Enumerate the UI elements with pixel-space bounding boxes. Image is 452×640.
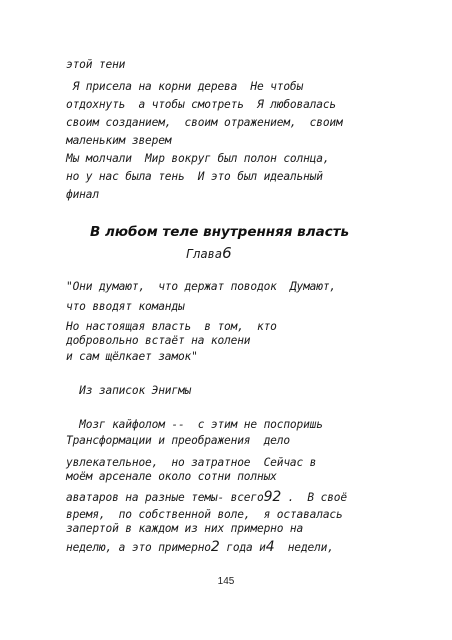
body-line bbox=[66, 490, 347, 505]
text-line: своим созданием, своим отражением, своим bbox=[66, 116, 343, 129]
chapter-label bbox=[186, 244, 232, 262]
body-text: . В своё bbox=[281, 491, 347, 504]
body-line: запертой в каждом из них примерно на bbox=[66, 522, 304, 535]
text-line: Мы молчали Мир вокруг был полон солнца, bbox=[66, 152, 330, 165]
text-line: финал bbox=[66, 188, 99, 201]
body-line: Мозг кайфолом -- с этим не поспоришь bbox=[66, 418, 323, 431]
quote-line: добровольно встаёт на колени bbox=[66, 334, 251, 347]
attribution: Из записок Энигмы bbox=[66, 384, 192, 397]
text-line: но у нас была тень И это был идеальный bbox=[66, 170, 323, 183]
body-line: время, по собственной воле, я оставалась bbox=[66, 508, 343, 521]
quote-line: "Они думают, что держат поводок Думают, bbox=[66, 280, 337, 293]
quote-line: и сам щёлкает замок" bbox=[66, 350, 198, 363]
body-line: моём арсенале около сотни полных bbox=[66, 470, 277, 483]
text-line: маленьким зверем bbox=[66, 134, 172, 147]
body-text: неделю, а это примерно bbox=[66, 541, 211, 554]
quote-line: что вводят команды bbox=[66, 300, 185, 313]
body-text: недели, bbox=[274, 541, 334, 554]
body-line: Трансформации и преображения дело bbox=[66, 434, 290, 447]
text-line: отдохнуть а чтобы смотреть Я любовалась bbox=[66, 98, 337, 111]
page-number: 145 bbox=[217, 576, 235, 587]
body-text: года и bbox=[219, 541, 266, 554]
body-line: увлекательное, но затратное Сейчас в bbox=[66, 456, 317, 469]
body-line bbox=[66, 540, 334, 555]
body-text: аватаров на разные темы- всего bbox=[66, 491, 264, 504]
chapter-number: 6 bbox=[222, 244, 232, 262]
text-line: этой тени bbox=[66, 58, 126, 71]
section-heading: В любом теле внутренняя власть bbox=[90, 224, 350, 240]
number-92: 92 bbox=[263, 489, 282, 505]
quote-line: Но настоящая власть в том, кто bbox=[66, 320, 277, 333]
text-line: Я присела на корни дерева Не чтобы bbox=[66, 80, 304, 93]
number-2: 2 bbox=[210, 539, 220, 555]
chapter-word: Глава bbox=[186, 247, 223, 261]
number-4: 4 bbox=[265, 539, 275, 555]
